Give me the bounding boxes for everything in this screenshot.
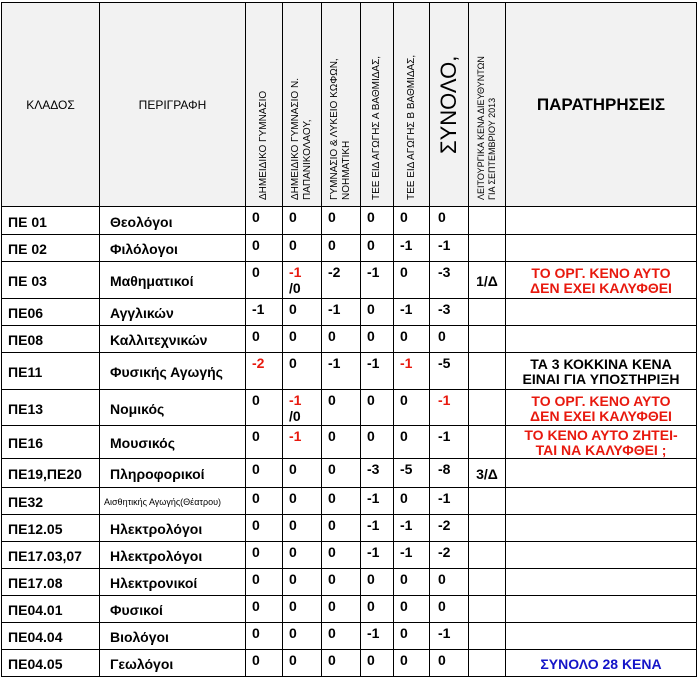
- syn-cell: [430, 569, 469, 596]
- c4-value: -1: [367, 264, 380, 280]
- klados-cell: ΠΕ32: [2, 488, 100, 515]
- c1-value: 0: [252, 517, 260, 533]
- c4-value: 0: [367, 328, 375, 344]
- leit-cell: [469, 596, 506, 623]
- leit-cell: [469, 299, 506, 326]
- perigrafi-cell: Ηλεκτρολόγοι: [100, 515, 246, 542]
- klados-cell: ΠΕ 03: [2, 262, 100, 299]
- header-leit: ΛΕΙΤΟΥΡΓΙΚΑ ΚΕΝΑ ΔΙΕΥΘΥΝΤΩΝ ΓΙΑ ΣΕΠΤΕΜΒΡΙΟΥ 2013: [469, 3, 506, 207]
- c3-cell: [322, 488, 361, 515]
- c4-cell: [361, 235, 394, 262]
- c5-cell: [394, 390, 430, 426]
- c2-cell: [283, 426, 322, 459]
- syn-value: 0: [438, 209, 446, 225]
- syn-cell: [430, 623, 469, 650]
- c5-cell: [394, 515, 430, 542]
- syn-value: 0: [438, 571, 446, 587]
- c4-cell: [361, 262, 394, 299]
- c1-value: -1: [252, 301, 265, 317]
- c5-value: 0: [400, 625, 408, 641]
- note-cell: [506, 569, 697, 596]
- note-line: ΕΙΝΑΙ ΓΙΑ ΥΠΟΣΤΗΡΙΞΗ: [522, 371, 680, 387]
- c2-cell: [283, 262, 322, 299]
- note-cell: [506, 207, 697, 235]
- c3-cell: [322, 569, 361, 596]
- note-cell: [506, 299, 697, 326]
- c5-cell: [394, 353, 430, 390]
- c3-cell: [322, 650, 361, 677]
- leit-cell: [469, 542, 506, 569]
- c2-cell: [283, 299, 322, 326]
- syn-cell: [430, 459, 469, 488]
- c1-value: 0: [252, 625, 260, 641]
- c4-cell: [361, 542, 394, 569]
- c5-cell: [394, 207, 430, 235]
- c2-value: 0: [289, 328, 297, 344]
- c5-value: -1: [400, 355, 413, 371]
- table-row: [2, 353, 697, 390]
- c2-value: -1: [289, 392, 302, 408]
- c3-value: 0: [328, 571, 336, 587]
- c1-value: 0: [252, 490, 260, 506]
- note-line: ΤΟ ΟΡΓ. ΚΕΝΟ ΑΥΤΟ: [531, 392, 671, 409]
- c5-cell: [394, 623, 430, 650]
- c5-value: 0: [400, 652, 408, 668]
- c3-value: 0: [328, 598, 336, 614]
- c2-value: 0: [289, 598, 297, 614]
- c2-value: 0: [289, 652, 297, 668]
- syn-cell: [430, 650, 469, 677]
- c4-value: 0: [367, 209, 375, 225]
- c3-cell: [322, 623, 361, 650]
- syn-cell: [430, 262, 469, 299]
- c3-value: 0: [328, 392, 336, 408]
- note-cell: [506, 390, 697, 426]
- c3-cell: [322, 353, 361, 390]
- c3-cell: [322, 459, 361, 488]
- note-line: ΤΟ ΚΕΝΟ ΑΥΤΟ ΖΗΤΕΙ-: [524, 427, 678, 443]
- syn-value: -1: [438, 237, 451, 253]
- c2-cell: [283, 459, 322, 488]
- klados-cell: ΠΕ17.08: [2, 569, 100, 596]
- syn-value: -5: [438, 355, 451, 371]
- note-cell: [506, 326, 697, 353]
- c3-cell: [322, 542, 361, 569]
- c4-value: -3: [367, 461, 380, 477]
- leit-cell: [469, 426, 506, 459]
- c1-cell: [246, 515, 283, 542]
- table-row: [2, 650, 697, 677]
- c1-value: 0: [252, 328, 260, 344]
- syn-cell: [430, 353, 469, 390]
- note-line: ΤΟ ΟΡΓ. ΚΕΝΟ ΑΥΤΟ: [531, 265, 671, 281]
- note-cell: [506, 459, 697, 488]
- perigrafi-cell: Ηλεκτρονικοί: [100, 569, 246, 596]
- syn-value: -2: [438, 544, 451, 560]
- c2-value: -1: [289, 264, 302, 280]
- table-row: [2, 542, 697, 569]
- c5-value: -1: [400, 517, 413, 533]
- c1-value: 0: [252, 544, 260, 560]
- c5-value: -1: [400, 237, 413, 253]
- klados-cell: ΠΕ04.01: [2, 596, 100, 623]
- c2-cell: [283, 326, 322, 353]
- table-row: [2, 326, 697, 353]
- syn-cell: [430, 207, 469, 235]
- perigrafi-cell: Βιολόγοι: [100, 623, 246, 650]
- c1-value: 0: [252, 392, 260, 408]
- c1-cell: [246, 390, 283, 426]
- syn-value: -3: [438, 301, 451, 317]
- c2-cell: [283, 596, 322, 623]
- note-cell: [506, 262, 697, 299]
- c2-value: 0: [289, 571, 297, 587]
- c5-value: -1: [400, 544, 413, 560]
- header-col5: ΤΕΕ ΕΙΔ ΑΓΩΓΗΣ Β ΒΑΘΜΙΔΑΣ,: [394, 3, 430, 207]
- c3-cell: [322, 326, 361, 353]
- header-col2: ΔΗΜΕΙΔΙΚΟ ΓΥΜΝΑΣΙΟ Ν. ΠΑΠΑΝΙΚΟΛΑΟΥ,: [283, 3, 322, 207]
- table-row: [2, 569, 697, 596]
- c5-value: 0: [400, 209, 408, 225]
- klados-cell: ΠΕ16: [2, 426, 100, 459]
- c1-cell: [246, 459, 283, 488]
- note-cell: [506, 596, 697, 623]
- c4-cell: [361, 207, 394, 235]
- table-row: [2, 299, 697, 326]
- c4-value: -1: [367, 517, 380, 533]
- syn-value: -8: [438, 461, 451, 477]
- c1-cell: [246, 596, 283, 623]
- perigrafi-cell: Φυσικής Αγωγής: [100, 353, 246, 390]
- c3-value: 0: [328, 490, 336, 506]
- syn-cell: [430, 299, 469, 326]
- table-row: [2, 459, 697, 488]
- syn-cell: [430, 596, 469, 623]
- c2-cell: [283, 390, 322, 426]
- c1-cell: [246, 235, 283, 262]
- c3-cell: [322, 235, 361, 262]
- perigrafi-cell: Αισθητικής Αγωγής(Θέατρου): [100, 488, 246, 515]
- c2-value: 0: [289, 517, 297, 533]
- c2-cell: [283, 488, 322, 515]
- c2-subvalue: /0: [289, 280, 301, 296]
- note-line: ΣΥΝΟΛΟ 28 ΚΕΝΑ: [540, 655, 662, 672]
- table-row: [2, 488, 697, 515]
- c1-value: 0: [252, 571, 260, 587]
- c1-cell: [246, 353, 283, 390]
- leit-cell: [469, 488, 506, 515]
- c1-cell: [246, 650, 283, 677]
- klados-cell: ΠΕ13: [2, 390, 100, 426]
- note-cell: [506, 515, 697, 542]
- leit-cell: [469, 515, 506, 542]
- note-line: ΤΑ 3 ΚΟΚΚΙΝΑ ΚΕΝΑ: [530, 356, 672, 372]
- note-cell: [506, 235, 697, 262]
- leit-cell: [469, 390, 506, 426]
- c5-value: -1: [400, 301, 413, 317]
- syn-value: -3: [438, 264, 451, 280]
- leit-cell: [469, 353, 506, 390]
- c2-cell: [283, 623, 322, 650]
- c4-cell: [361, 390, 394, 426]
- table-row: [2, 235, 697, 262]
- c1-value: 0: [252, 264, 260, 280]
- leit-cell: [469, 569, 506, 596]
- syn-cell: [430, 235, 469, 262]
- leit-cell: [469, 326, 506, 353]
- c2-value: 0: [289, 237, 297, 253]
- note-line: ΤΑΙ ΝΑ ΚΑΛΥΦΘΕΙ ;: [535, 442, 667, 458]
- klados-cell: ΠΕ12.05: [2, 515, 100, 542]
- c4-value: 0: [367, 237, 375, 253]
- header-col4: ΤΕΕ ΕΙΔ ΑΓΩΓΗΣ Α ΒΑΘΜΙΔΑΣ,: [361, 3, 394, 207]
- c5-cell: [394, 542, 430, 569]
- c1-cell: [246, 542, 283, 569]
- header-col3: ΓΥΜΝΑΣΙΟ & ΛΥΚΕΙΟ ΚΩΦΩΝ, ΝΟΗΜΑΤΙΚΗ: [322, 3, 361, 207]
- c1-cell: [246, 488, 283, 515]
- header-klados: ΚΛΑΔΟΣ: [2, 3, 100, 207]
- table-row: [2, 207, 697, 235]
- c3-value: 0: [328, 517, 336, 533]
- c3-cell: [322, 596, 361, 623]
- c4-cell: [361, 623, 394, 650]
- leit-cell: 1/Δ: [469, 262, 506, 299]
- c4-value: 0: [367, 598, 375, 614]
- c5-value: 0: [400, 598, 408, 614]
- table-row: [2, 596, 697, 623]
- c3-value: 0: [328, 625, 336, 641]
- header-paratiriseis: ΠΑΡΑΤΗΡΗΣΕΙΣ: [506, 3, 697, 207]
- c5-cell: [394, 650, 430, 677]
- c3-value: 0: [328, 209, 336, 225]
- c1-cell: [246, 299, 283, 326]
- syn-value: -1: [438, 490, 451, 506]
- c5-cell: [394, 488, 430, 515]
- c1-cell: [246, 426, 283, 459]
- c1-cell: [246, 326, 283, 353]
- c5-cell: [394, 299, 430, 326]
- c5-value: 0: [400, 490, 408, 506]
- c3-value: 0: [328, 652, 336, 668]
- c4-value: 0: [367, 392, 375, 408]
- header-synolo: ΣΥΝΟΛΟ,: [430, 3, 469, 207]
- perigrafi-cell: Καλλιτεχνικών: [100, 326, 246, 353]
- c2-cell: [283, 515, 322, 542]
- vacancies-table: [1, 2, 697, 677]
- c2-cell: [283, 542, 322, 569]
- perigrafi-cell: Γεωλόγοι: [100, 650, 246, 677]
- perigrafi-cell: Πληροφορικοί: [100, 459, 246, 488]
- c2-value: 0: [289, 625, 297, 641]
- c4-value: 0: [367, 652, 375, 668]
- c1-value: 0: [252, 209, 260, 225]
- c4-cell: [361, 426, 394, 459]
- c1-value: -2: [252, 355, 265, 371]
- perigrafi-cell: Μαθηματικοί: [100, 262, 246, 299]
- c4-cell: [361, 569, 394, 596]
- c4-cell: [361, 515, 394, 542]
- syn-value: 0: [438, 598, 446, 614]
- c2-value: 0: [289, 209, 297, 225]
- syn-cell: [430, 326, 469, 353]
- header-col1: ΔΗΜΕΙΔΙΚΟ ΓΥΜΝΑΣΙΟ: [246, 3, 283, 207]
- c4-cell: [361, 299, 394, 326]
- syn-value: -1: [438, 428, 451, 444]
- c5-cell: [394, 569, 430, 596]
- c4-cell: [361, 650, 394, 677]
- c1-cell: [246, 207, 283, 235]
- note-cell: [506, 623, 697, 650]
- klados-cell: ΠΕ08: [2, 326, 100, 353]
- klados-cell: ΠΕ 02: [2, 235, 100, 262]
- perigrafi-cell: Θεολόγοι: [100, 207, 246, 235]
- c2-subvalue: /0: [289, 408, 301, 424]
- c4-value: -1: [367, 625, 380, 641]
- c3-value: 0: [328, 461, 336, 477]
- syn-value: -1: [438, 625, 451, 641]
- klados-cell: ΠΕ06: [2, 299, 100, 326]
- c4-value: -1: [367, 490, 380, 506]
- c1-cell: [246, 262, 283, 299]
- c1-cell: [246, 623, 283, 650]
- c3-cell: [322, 426, 361, 459]
- note-cell: [506, 426, 697, 459]
- c5-cell: [394, 426, 430, 459]
- leit-cell: [469, 623, 506, 650]
- c2-value: -1: [289, 428, 302, 444]
- table-row: [2, 390, 697, 426]
- c5-value: -5: [400, 461, 413, 477]
- klados-cell: ΠΕ04.05: [2, 650, 100, 677]
- c3-value: 0: [328, 544, 336, 560]
- c3-value: 0: [328, 237, 336, 253]
- leit-cell: 3/Δ: [469, 459, 506, 488]
- header-row: [2, 3, 697, 207]
- syn-value: -1: [438, 392, 451, 408]
- c5-cell: [394, 596, 430, 623]
- perigrafi-cell: Αγγλικών: [100, 299, 246, 326]
- c4-value: 0: [367, 301, 375, 317]
- table-row: [2, 515, 697, 542]
- c3-cell: [322, 299, 361, 326]
- c3-value: -1: [328, 355, 341, 371]
- perigrafi-cell: Ηλεκτρολόγοι: [100, 542, 246, 569]
- note-line: ΔΕΝ ΕΧΕΙ ΚΑΛΥΦΘΕΙ: [530, 280, 672, 296]
- c3-cell: [322, 207, 361, 235]
- c2-value: 0: [289, 355, 297, 371]
- syn-cell: [430, 390, 469, 426]
- klados-cell: ΠΕ04.04: [2, 623, 100, 650]
- c2-value: 0: [289, 544, 297, 560]
- perigrafi-cell: Φυσικοί: [100, 596, 246, 623]
- c2-cell: [283, 353, 322, 390]
- c2-cell: [283, 235, 322, 262]
- syn-cell: [430, 426, 469, 459]
- c4-value: 0: [367, 428, 375, 444]
- c4-cell: [361, 353, 394, 390]
- table-row: [2, 262, 697, 299]
- c5-value: 0: [400, 392, 408, 408]
- leit-cell: [469, 235, 506, 262]
- syn-value: 0: [438, 328, 446, 344]
- c5-cell: [394, 262, 430, 299]
- syn-cell: [430, 515, 469, 542]
- c2-value: 0: [289, 461, 297, 477]
- c5-cell: [394, 326, 430, 353]
- c5-value: 0: [400, 428, 408, 444]
- table-row: [2, 426, 697, 459]
- c3-value: -1: [328, 301, 341, 317]
- note-cell: [506, 488, 697, 515]
- leit-cell: [469, 650, 506, 677]
- perigrafi-cell: Νομικός: [100, 390, 246, 426]
- perigrafi-cell: Μουσικός: [100, 426, 246, 459]
- c4-cell: [361, 326, 394, 353]
- c2-value: 0: [289, 301, 297, 317]
- c2-cell: [283, 569, 322, 596]
- note-line: ΔΕΝ ΕΧΕΙ ΚΑΛΥΦΘΕΙ: [530, 407, 672, 424]
- note-cell: [506, 353, 697, 390]
- c5-value: 0: [400, 571, 408, 587]
- note-cell: [506, 650, 697, 677]
- c4-value: -1: [367, 355, 380, 371]
- c3-value: 0: [328, 428, 336, 444]
- c4-value: 0: [367, 571, 375, 587]
- c5-cell: [394, 459, 430, 488]
- syn-cell: [430, 542, 469, 569]
- c4-cell: [361, 488, 394, 515]
- c3-cell: [322, 262, 361, 299]
- syn-value: 0: [438, 652, 446, 668]
- c1-value: 0: [252, 461, 260, 477]
- perigrafi-cell: Φιλόλογοι: [100, 235, 246, 262]
- c5-cell: [394, 235, 430, 262]
- syn-value: -2: [438, 517, 451, 533]
- c3-cell: [322, 390, 361, 426]
- c1-cell: [246, 569, 283, 596]
- c5-value: 0: [400, 264, 408, 280]
- c1-value: 0: [252, 428, 260, 444]
- klados-cell: ΠΕ11: [2, 353, 100, 390]
- header-perigrafi: ΠΕΡΙΓΡΑΦΗ: [100, 3, 246, 207]
- klados-cell: ΠΕ17.03,07: [2, 542, 100, 569]
- klados-cell: ΠΕ19,ΠΕ20: [2, 459, 100, 488]
- c2-value: 0: [289, 490, 297, 506]
- c1-value: 0: [252, 598, 260, 614]
- c5-value: 0: [400, 328, 408, 344]
- table-row: [2, 623, 697, 650]
- c2-cell: [283, 650, 322, 677]
- c4-value: -1: [367, 544, 380, 560]
- c1-value: 0: [252, 652, 260, 668]
- c2-cell: [283, 207, 322, 235]
- c3-cell: [322, 515, 361, 542]
- syn-cell: [430, 488, 469, 515]
- c4-cell: [361, 459, 394, 488]
- klados-cell: ΠΕ 01: [2, 207, 100, 235]
- leit-cell: [469, 207, 506, 235]
- c3-value: -2: [328, 264, 341, 280]
- c3-value: 0: [328, 328, 336, 344]
- c1-value: 0: [252, 237, 260, 253]
- note-cell: [506, 542, 697, 569]
- c4-cell: [361, 596, 394, 623]
